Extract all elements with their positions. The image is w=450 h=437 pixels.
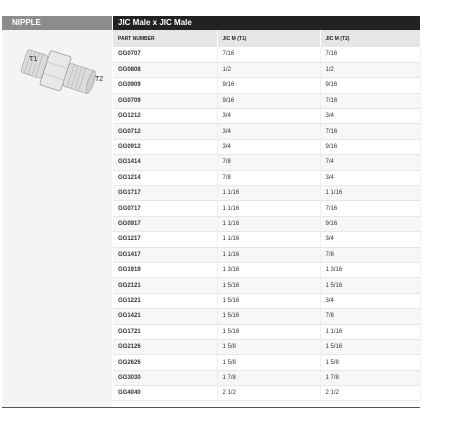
jic-t1-cell: 1 1/16 [217,216,320,231]
part-number-cell: GG2121 [113,278,217,293]
jic-t2-cell: 1 5/8 [320,355,420,370]
part-number-cell: GG1421 [113,309,217,324]
part-number-cell: GG4040 [113,386,217,401]
table-header-row [113,30,420,47]
jic-t2-cell: 7/8 [320,309,420,324]
part-number-cell: GG1717 [113,186,217,201]
jic-t1-cell: 1 5/8 [217,339,320,354]
table-row [113,309,420,324]
part-number-cell: GG1417 [113,247,217,262]
jic-t2-cell: 7/16 [320,93,420,108]
part-number-cell: GG0917 [113,216,217,231]
label-t2: T2 [95,76,104,83]
jic-t2-cell: 3/4 [320,170,420,185]
part-number-cell: GG0808 [113,62,217,77]
table-row [113,139,420,154]
part-number-cell: GG1414 [113,155,217,170]
table-row [113,370,420,385]
part-number-cell: GG1721 [113,324,217,339]
jic-t2-cell: 1 1/16 [320,324,420,339]
table-row [113,47,420,62]
jic-t1-cell: 7/16 [217,47,320,62]
jic-t1-cell: 2 1/2 [217,386,320,401]
jic-t2-cell: 7/16 [320,201,420,216]
part-number-cell: GG1212 [113,109,217,124]
jic-t1-cell: 7/8 [217,155,320,170]
jic-t1-cell: 3/4 [217,109,320,124]
table-row [113,324,420,339]
table-row [113,293,420,308]
table-title: JIC Male x JIC Male [113,16,420,30]
part-number-cell: GG0712 [113,124,217,139]
part-number-cell: GG0909 [113,78,217,93]
parts-table [113,30,421,401]
jic-t1-cell: 3/4 [217,139,320,154]
part-number-cell: GG1221 [113,293,217,308]
column-header-jic-t1: JIC M (T1) [217,30,320,47]
table-row [113,247,420,262]
part-number-cell: GG0912 [113,139,217,154]
part-number-cell: GG2626 [113,355,217,370]
table-row [113,386,420,401]
part-number-cell: GG2126 [113,339,217,354]
jic-nipple-fitting-icon [14,38,104,108]
jic-t1-cell: 9/16 [217,78,320,93]
table-row [113,109,420,124]
jic-t2-cell: 9/16 [320,78,420,93]
jic-t2-cell: 1/2 [320,62,420,77]
table-row [113,339,420,354]
jic-t2-cell: 1 5/16 [320,339,420,354]
jic-t2-cell: 3/4 [320,293,420,308]
part-number-cell: GG1217 [113,232,217,247]
jic-t1-cell: 1 3/16 [217,262,320,277]
table-row [113,201,420,216]
jic-t2-cell: 7/8 [320,247,420,262]
jic-t1-cell: 1 1/16 [217,201,320,216]
table-row [113,170,420,185]
table-row [113,262,420,277]
table-row [113,355,420,370]
table-row [113,232,420,247]
jic-t2-cell: 7/16 [320,47,420,62]
jic-t2-cell: 2 1/2 [320,386,420,401]
jic-t2-cell: 1 1/16 [320,186,420,201]
table-row [113,62,420,77]
jic-t1-cell: 1 1/16 [217,186,320,201]
jic-t1-cell: 1 1/16 [217,247,320,262]
table-row [113,278,420,293]
table-row [113,93,420,108]
jic-t2-cell: 7/4 [320,155,420,170]
table-row [113,186,420,201]
part-number-cell: GG0717 [113,201,217,216]
jic-t2-cell: 3/4 [320,232,420,247]
jic-t1-cell: 7/8 [217,170,320,185]
jic-t1-cell: 1 5/16 [217,309,320,324]
jic-t1-cell: 1 5/16 [217,293,320,308]
jic-t2-cell: 3/4 [320,109,420,124]
table-row [113,124,420,139]
jic-t1-cell: 1 5/16 [217,278,320,293]
part-number-cell: GG0707 [113,47,217,62]
jic-t2-cell: 1 7/8 [320,370,420,385]
part-number-cell: GG1919 [113,262,217,277]
jic-t1-cell: 1 1/16 [217,232,320,247]
jic-t1-cell: 1 7/8 [217,370,320,385]
part-number-cell: GG3030 [113,370,217,385]
label-t1: T1 [29,56,38,63]
table-row [113,216,420,231]
jic-t1-cell: 1 5/8 [217,355,320,370]
section-header-nipple: NIPPLE [2,16,112,30]
column-header-part-number: PART NUMBER [113,30,217,47]
jic-t2-cell: 1 5/16 [320,278,420,293]
jic-t1-cell: 1/2 [217,62,320,77]
jic-t2-cell: 7/16 [320,124,420,139]
bottom-divider [2,407,420,408]
jic-t2-cell: 9/16 [320,139,420,154]
part-number-cell: GG0709 [113,93,217,108]
jic-t1-cell: 3/4 [217,124,320,139]
table-row [113,78,420,93]
jic-t1-cell: 1 5/16 [217,324,320,339]
jic-t2-cell: 1 3/16 [320,262,420,277]
jic-t1-cell: 9/16 [217,93,320,108]
table-row [113,155,420,170]
jic-t2-cell: 9/16 [320,216,420,231]
column-header-jic-t2: JIC M (T2) [320,30,420,47]
part-number-cell: GG1214 [113,170,217,185]
